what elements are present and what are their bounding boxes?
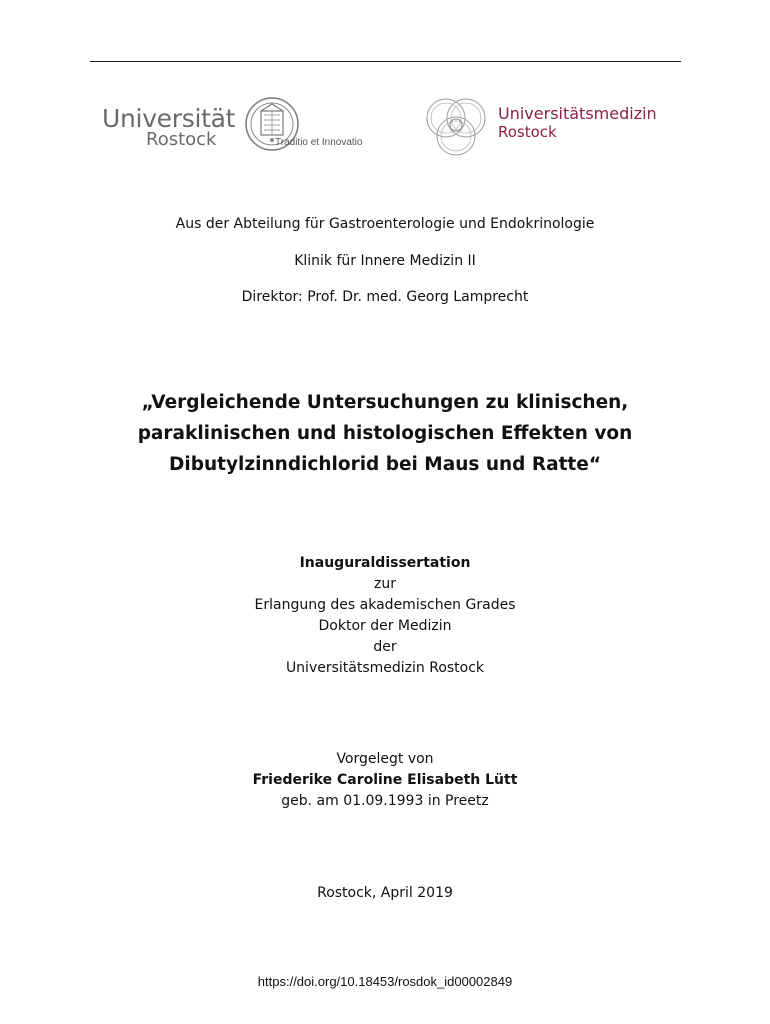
title-line-3: Dibutylzinndichlorid bei Maus und Ratte“: [169, 454, 601, 475]
universitaetsmedizin-name: Universitätsmedizin: [498, 104, 657, 123]
title-line-1: „Vergleichende Untersuchungen zu klinischen,: [141, 392, 629, 413]
university-rostock-logo: [102, 96, 402, 158]
author-birth: geb. am 01.09.1993 in Preetz: [281, 793, 489, 809]
dissertation-line-1: zur: [374, 576, 396, 592]
universitaetsmedizin-logo: [420, 94, 680, 164]
place-date: Rostock, April 2019: [317, 885, 453, 901]
universitaetsmedizin-city: Rostock: [498, 123, 557, 141]
dissertation-type: Inauguraldissertation: [299, 555, 471, 571]
director-line: Direktor: Prof. Dr. med. Georg Lamprecht: [241, 289, 529, 305]
university-motto: Traditio et Innovatio: [275, 137, 363, 148]
university-wordmark: Universität: [102, 104, 236, 133]
dissertation-line-4: der: [373, 639, 397, 655]
dissertation-line-5: Universitätsmedizin Rostock: [285, 660, 485, 676]
doi-link[interactable]: https://doi.org/10.18453/rosdok_id00002849: [257, 974, 513, 989]
clinic-line: Klinik für Innere Medizin II: [294, 253, 476, 269]
author-name: Friederike Caroline Elisabeth Lütt: [252, 772, 518, 788]
dissertation-line-2: Erlangung des akademischen Grades: [254, 597, 516, 613]
presented-by: Vorgelegt von: [336, 751, 434, 767]
knot-emblem-icon: [420, 94, 492, 164]
department-line: Aus der Abteilung für Gastroenterologie und Endokrinologie: [175, 216, 595, 232]
dissertation-line-3: Doktor der Medizin: [318, 618, 452, 634]
top-rule: [90, 61, 681, 62]
university-city: Rostock: [146, 129, 217, 150]
title-line-2: paraklinischen und histologischen Effekten von: [137, 423, 633, 444]
